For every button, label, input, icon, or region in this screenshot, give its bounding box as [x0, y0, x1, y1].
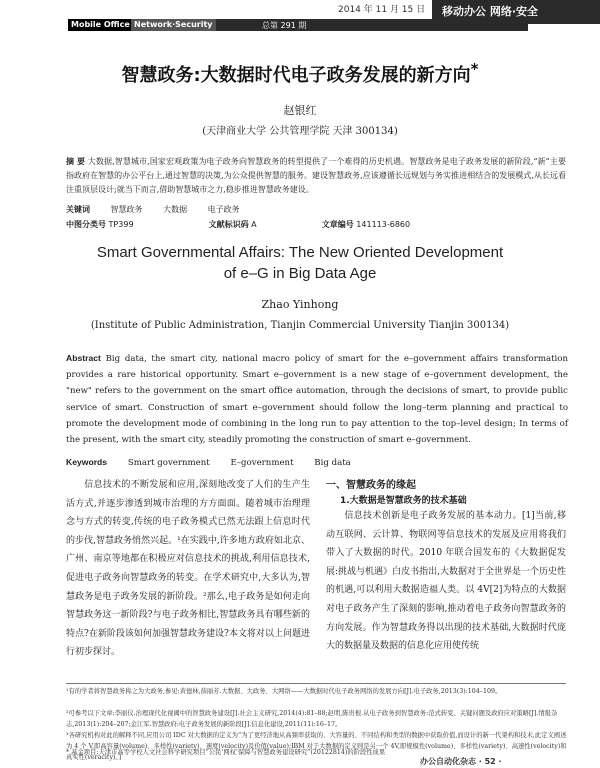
cn-keyword: 电子政务 — [207, 205, 240, 214]
intro-paragraph: 信息技术的不断发展和应用,深刻地改变了人们的生产生活方式,并逐步渗透到城市治理的方方面面。随着城市治理理念与方式的转变,传统的电子政务模式已然无法跟上信息时代的步伐,智慧政务悄然兴起。¹在实践中,许多地方政府如北京、广州、南京等地都在积极应对信息技术的挑战,利用信息技术,促进电子政务向智慧政务的转变。在学术研究中,大多认为,智慧政务是电子政务发展的新阶段。²那么,电子政务是如何走向智慧政务这一新阶段?与电子政务相比,智慧政务具有哪些新的特点?在新阶段该如何加强智慧政务建设?本文将对以上问题进行初步探讨。 — [66, 480, 310, 658]
cn-keywords-label: 关键词 — [66, 204, 90, 214]
author-name: 赵银红 — [283, 104, 317, 117]
classification-line — [66, 219, 410, 230]
cn-keyword: 智慧政务 — [110, 205, 143, 214]
footnote-3: ³各研究机构对此的解释不同,应用公司 IDC 对大数据的定义为“为了更经济地从高频率获取的、大容量的、不同结构和类型的数据中获取价值,而设计的新一代架构和技术,此定义阐述为 4 个 V,即高容量(volume)、多样性(variety)、速度(velocity)及价值(value);IBM 对于大数据的定义则是另一个 4V,即规模性(volume)、多样性(variety)、高速性(velocity)和真实性(veracity)。] — [66, 732, 567, 761]
cn-abstract — [66, 154, 566, 197]
body-left-column — [66, 476, 310, 662]
journal-brand: 移动办公 网络·安全 — [432, 0, 600, 24]
doc-code-value: A — [251, 220, 257, 229]
article-number-label: 文章编号 — [321, 220, 354, 229]
cn-abstract-label: 摘 要 — [66, 156, 86, 166]
english-title-line: Smart Governmental Affairs: The New Oriented Development — [96, 244, 504, 261]
doc-code-label: 文献标识码 — [208, 220, 249, 229]
class-label: 中图分类号 — [66, 220, 106, 229]
funding-mark: * — [470, 60, 479, 78]
funding-note: * 基金项目:天津市高等学校人文社会科学研究项目“公民‘网权’保障与智慧政务建设研究”(20122814)的阶段性成果 — [66, 749, 386, 756]
issue-number: 总第 291 期 — [262, 21, 307, 30]
english-keyword: Smart government — [127, 458, 210, 468]
english-abstract — [66, 350, 568, 448]
paper-title — [0, 56, 600, 89]
footnote-1: ¹有的学者将智慧政务称之为大政务,参见:黄德林,薛丽芳.大数据、大政务、大网络——大数据时代电子政务网络的发展方向[J].电子政务,2013(3):104–109。 — [66, 688, 502, 695]
cn-keywords — [66, 204, 240, 215]
english-keyword: E–government — [230, 458, 294, 468]
section-paragraph: 信息技术创新是电子政务发展的基本动力。[1]当前,移动互联网、云计算、物联网等信息技术的发展及应用将我们带入了大数据的时代。2010 年联合国发布的《大数据促发展:挑战与机遇》白皮书指出,大数据对于全世界是一个历史性的机遇,可以利用大数据造福人类。以 4V[2]为特点的大数据对电子政务产生了深刻的影响,推动着电子政务向智慧政务的方向发展。作为智慧政务得以出现的技术基础,大数据时代庞大的数据量及数据的信息化应用使传统 — [326, 511, 566, 652]
english-title — [0, 242, 600, 284]
cn-abstract-text: 大数据,智慧城市,国家宏观政策为电子政务向智慧政务的转型提供了一个难得的历史机遇。智慧政务是电子政务发展的新阶段,“新”主要指政府在智慧的办公平台上,通过智慧的决策,为公众提供智慧的服务。建设智慧政务,应该遵循长远规划与务实推进相结合的发展模式,从长远看注重顶层设计;就当下而言,借助智慧城市之力,稳步推进智慧政务建设。 — [66, 157, 566, 194]
english-title-line: of e–G in Big Data Age — [223, 265, 377, 282]
english-abstract-text: Big data, the smart city, national macro policy of smart for the e–government affairs transformation provides a rare historical opportunity. Smart e–government is a new stage of e–government development, the "new" refers to the government on the smart office automation, through the decisions of smart, to provide public service of smart. Construction of smart e–government should follow the long–term planning and practical to promote the development mode of combining in the long run to pay attention to the top–level design; In terms of the present, with the smart city, steadily promoting the construction of smart e–government. — [66, 354, 568, 446]
english-keywords-label: Keywords — [66, 457, 108, 467]
cn-keyword: 大数据 — [163, 205, 188, 214]
english-author: Zhao Yinhong — [261, 298, 339, 311]
issue-date: 2014 年 11 月 15 日 — [338, 5, 426, 15]
english-keyword: Big data — [314, 458, 351, 468]
body-right-column — [326, 476, 566, 656]
paper-title-text: 智慧政务:大数据时代电子政务发展的新方向 — [121, 65, 471, 86]
footnote-rule — [66, 683, 566, 684]
author-affiliation: (天津商业大学 公共管理学院 天津 300134) — [202, 126, 398, 137]
page-footer: 办公自动化杂志 · 52 · — [420, 757, 502, 766]
english-keywords — [66, 457, 351, 468]
class-value: TP399 — [108, 220, 134, 229]
subsection-heading: 1.大数据是智慧政务的技术基础 — [340, 496, 467, 506]
english-affiliation: (Institute of Public Administration, Tianjin Commercial University Tianjin 300134) — [90, 320, 510, 331]
article-number-value: 141113-6860 — [356, 220, 411, 229]
section-tag-mobile-office: Mobile Office — [68, 19, 133, 31]
section-heading: 一、智慧政务的缘起 — [326, 480, 416, 491]
section-tag-network-security: Network·Security — [131, 19, 216, 31]
english-abstract-label: Abstract — [66, 353, 101, 363]
footnote-2: ²可参考以下文章:李丽仪.治理现代化视阈中的智慧政务建设[J].社会主义研究,2014(4):81–88;赵明,陈贵根.从电子政务到智慧政务:范式转变、关键问题及政府应对策略[J].情报杂志,2013(1):204–207;金江军.智慧政府:电子政务发展的新阶段[J].信息化建设,2011(11):16–17。 — [66, 710, 558, 728]
